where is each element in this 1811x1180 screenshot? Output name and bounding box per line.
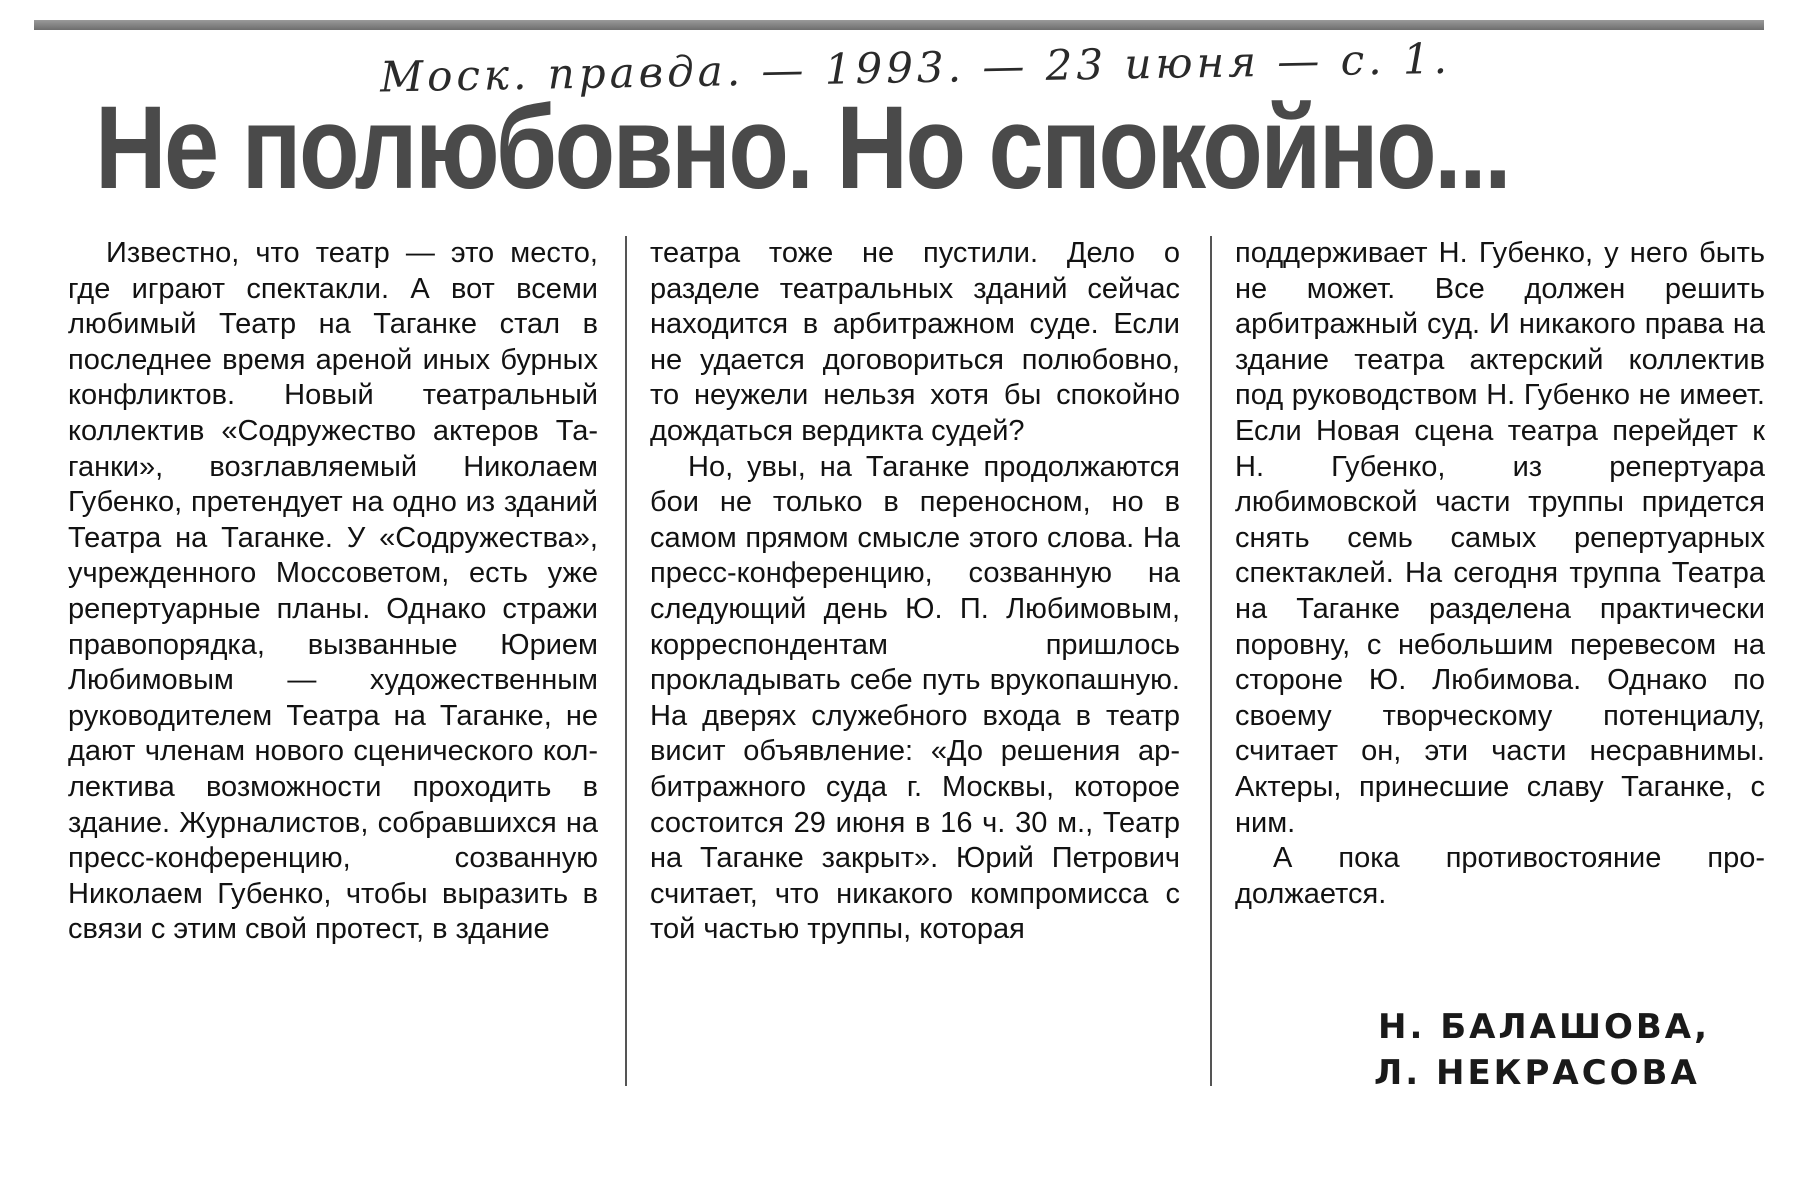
handwritten-source-note: Моск. правда. — 1993. — 23 июня — с. 1. — [379, 33, 1452, 102]
column-3-paragraph: поддерживает Н. Губенко, у него быть не может. Все должен решить арбитражный суд. И никакого права на здание театра актерский коллектив под руководством Н. Губенко не имеет. Если Новая сцена театра перейдет к Н. Губенко, из репертуара любимовской части труппы придется снять семь самых репертуарных спектаклей. На сегодня труппа Театра на Таганке разделена практически поровну, с небольшим перевесом на стороне Ю. Любимова. Однако по своему творческому потенциалу, считает он, эти части несравнимы. Актеры, принесшие славу Таганке, с ним. — [1235, 237, 1765, 839]
column-divider — [1210, 236, 1212, 1086]
article-headline: Не полюбовно. Но спокойно... — [95, 82, 1510, 214]
article-column-3 — [1235, 236, 1765, 912]
article-column-2 — [650, 236, 1180, 948]
author-name: Л. НЕКРАСОВА — [1374, 1053, 1700, 1093]
author-name: Н. БАЛАШОВА, — [1378, 1007, 1711, 1047]
article-column-1 — [68, 236, 598, 948]
column-1-paragraph: Известно, что театр — это место, где играют спектакли. А вот всеми любимый Театр на Таганке стал в последнее время ареной иных бурных конфликтов. Новый театральный коллектив «Содружество актеров Таганки», возглавляемый Николаем Губенко, претендует на одно из зданий Театра на Таганке. У «Содружества», учрежденного Моссоветом, есть уже репертуарные планы. Однако стражи правопорядка, вызванные Юрием Любимовым — художественным руководителем Театра на Таганке, не дают членам нового сценического коллектива возможности проходить в здание. Журналистов, собравшихся на пресс-конференцию, созванную Николаем Губенко, чтобы выразить в связи с этим свой протест, в здание — [68, 237, 598, 946]
column-2-paragraph: театра тоже не пустили. Дело о разделе театральных зданий сейчас находится в арбитражном суде. Если не удается договориться полюбовно, то неужели нельзя хотя бы спокойно дождаться вердикта судей? — [650, 237, 1180, 447]
column-3-paragraph: А пока противостояние продолжается. — [1235, 842, 1765, 910]
top-rule — [34, 20, 1764, 30]
column-divider — [625, 236, 627, 1086]
column-2-paragraph: Но, увы, на Таганке продолжаются бои не только в переносном, но в самом прямом смысле этого слова. На пресс-конференцию, созванную на следующий день Ю. П. Любимовым, корреспондентам пришлось прокладывать себе путь врукопашную. На дверях служебного входа в театр висит объявление: «До решения арбитражного суда г. Москвы, которое состоится 29 июня в 16 ч. 30 м., Театр на Таганке закрыт». Юрий Петрович считает, что никакого компромисса с той частью труппы, которая — [650, 450, 1180, 946]
author-signature — [1374, 1004, 1711, 1096]
